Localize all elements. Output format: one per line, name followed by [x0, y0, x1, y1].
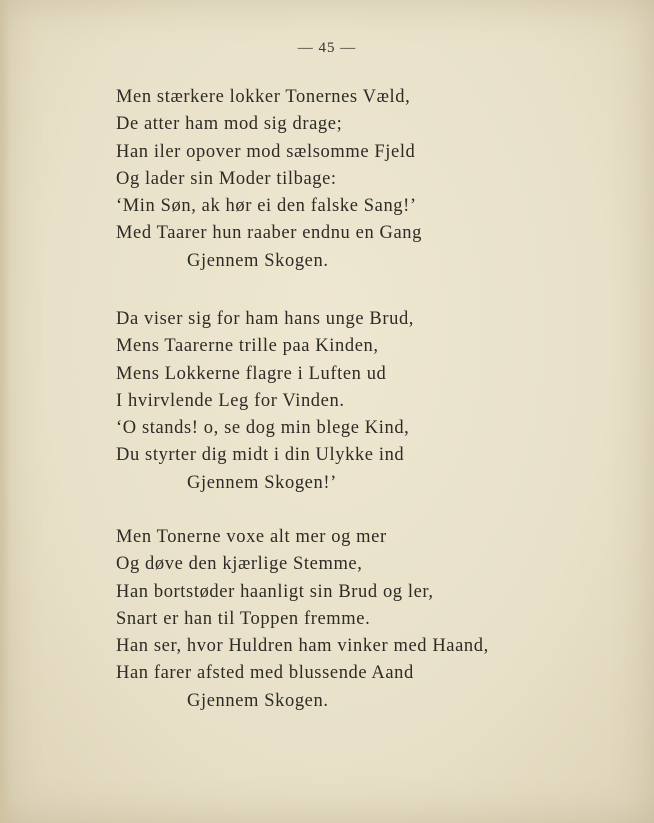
poem-line: Og lader sin Moder tilbage:: [116, 168, 337, 189]
poem-line: Mens Lokkerne flagre i Luften ud: [116, 363, 387, 384]
poem-line: Og døve den kjærlige Stemme,: [116, 554, 363, 575]
poem-line: Han bortstøder haanligt sin Brud og ler,: [116, 581, 434, 602]
poem-line: Men stærkere lokker Tonernes Væld,: [116, 87, 411, 107]
poem-refrain: Gjennem Skogen!’: [187, 472, 337, 493]
poem-line: Med Taarer hun raaber endnu en Gang: [116, 223, 422, 244]
poem-line: Han ser, hvor Huldren ham vinker med Haand,: [116, 636, 489, 657]
poem-line: Han farer afsted med blussende Aand: [116, 663, 414, 684]
poem-line: Snart er han til Toppen fremme.: [116, 608, 371, 629]
poem-refrain: Gjennem Skogen.: [187, 690, 329, 711]
poem-line: Du styrter dig midt i din Ulykke ind: [116, 445, 405, 466]
poem-line: I hvirvlende Leg for Vinden.: [116, 390, 345, 411]
poem-line: De atter ham mod sig drage;: [116, 114, 343, 135]
poem-line: Han iler opover mod sælsomme Fjeld: [116, 141, 416, 162]
stanza-1: [116, 84, 422, 275]
poem-line: Mens Taarerne trille paa Kinden,: [116, 336, 379, 357]
page-number: — 45 —: [297, 40, 357, 56]
poem-refrain: Gjennem Skogen.: [187, 250, 329, 271]
stanza-2: [116, 306, 414, 497]
poem-line: Men Tonerne voxe alt mer og mer: [116, 527, 387, 547]
poem-line: Da viser sig for ham hans unge Brud,: [116, 309, 415, 329]
page-edge-shadow: [0, 0, 10, 823]
poem-line: ‘O stands! o, se dog min blege Kind,: [116, 418, 410, 439]
stanza-3: [116, 524, 489, 715]
poem-line: ‘Min Søn, ak hør ei den falske Sang!’: [116, 196, 417, 217]
